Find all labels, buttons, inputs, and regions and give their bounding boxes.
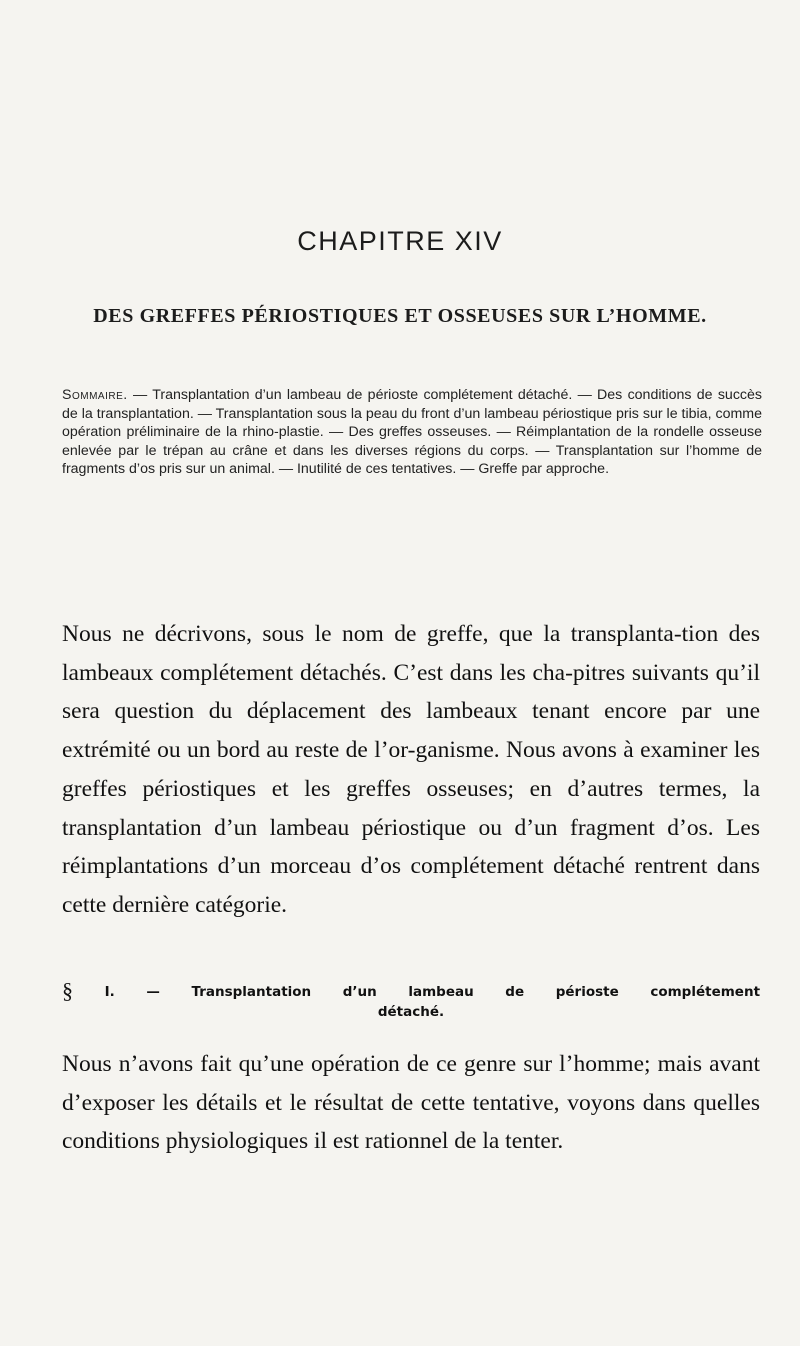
summary-lead: Sommaire. bbox=[62, 387, 128, 403]
section-dash: — bbox=[146, 984, 160, 1000]
chapter-title: CHAPITRE XIV bbox=[297, 226, 503, 256]
intro-paragraph: Nous ne décrivons, sous le nom de greffe, que la transplanta-tion des lambeaux complétement détachés. C’est dans les cha-pitres suivants qu’il sera question du déplacement des lambeaux tenant encore par une extrémité ou un bord au reste de l’or-ganisme. Nous avons à examiner les greffes périostiques et les greffes osseuses; en d’autres termes, la transplantation d’un lambeau périostique ou d’un fragment d’os. Les réimplantations d’un morceau d’os complétement détaché rentrent dans cette dernière catégorie. bbox=[62, 621, 760, 918]
section-heading-line-1 bbox=[62, 978, 761, 1003]
section-title-line-1: Transplantation d’un lambeau de périoste complétement bbox=[191, 984, 761, 1000]
section-body-paragraph: Nous n’avons fait qu’une opération de ce genre sur l’homme; mais avant d’exposer les détails et le résultat de cette tentative, voyons dans quelles conditions physiologiques il est rationnel de la tenter. bbox=[62, 1051, 760, 1154]
chapter-summary bbox=[62, 386, 762, 479]
section-sign: § bbox=[62, 978, 73, 1003]
chapter-subtitle: DES GREFFES PÉRIOSTIQUES ET OSSEUSES SUR L’HOMME. bbox=[93, 305, 707, 327]
section-number: I. bbox=[104, 984, 115, 1000]
section-title-line-2: détaché. bbox=[377, 1004, 445, 1020]
summary-text: — Transplantation d’un lambeau de périoste complétement détaché. — Des conditions de succès de la transplantation. — Transplantation sous la peau du front d’un lambeau périostique pris sur le tibia, comme opération préliminaire de la rhino-plastie. — Des greffes osseuses. — Réimplantation de la rondelle osseuse enlevée par le trépan au crâne et dans les diverses régions du corps. — Transplantation sur l’homme de fragments d’os pris sur un animal. — Inutilité de ces tentatives. — Greffe par approche. bbox=[62, 387, 762, 477]
section-heading bbox=[62, 978, 761, 1022]
